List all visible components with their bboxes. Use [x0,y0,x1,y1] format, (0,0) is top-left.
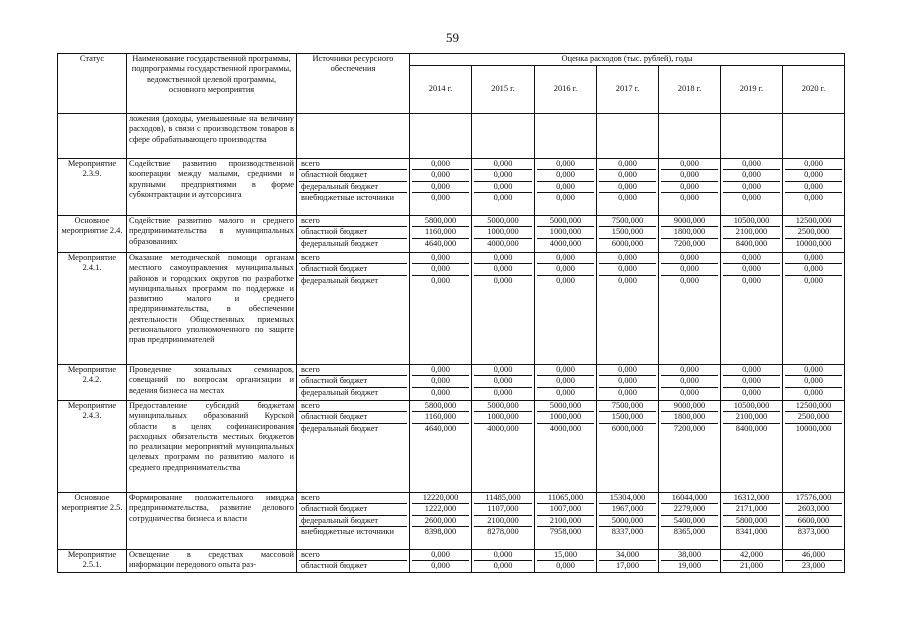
value-cell: 8365,000 [661,526,718,537]
value-cell: 23,000 [785,560,842,571]
source-label: федеральный бюджет [299,515,407,526]
value-cell: 0,000 [474,560,532,571]
value-cell: 1160,000 [412,411,469,422]
value-cell: 16312,000 [733,493,770,502]
value-cell: 4000,000 [474,423,532,434]
year-values-cell [535,216,597,253]
value-cell: 1800,000 [661,226,718,237]
year-values-cell [472,401,535,493]
value-cell: 0,000 [661,169,718,180]
value-cell: 0,000 [474,192,532,203]
value-cell: 0,000 [723,375,780,386]
year-values-cell [597,253,659,365]
row-name: Проведение зональных семинаров, совещаний по вопросам организации и ведения бизнеса на местах [127,365,297,401]
year-values-cell [535,550,597,573]
value-cell: 2100,000 [474,515,532,526]
value-cell: 0,000 [431,159,450,168]
value-cell: 0,000 [537,387,594,398]
header-estimate: Оценка расходов (тыс. рублей), годы [410,54,845,66]
row-status: Мероприятие 2.3.9. [58,159,127,216]
value-cell: 8341,000 [723,526,780,537]
value-cell: 0,000 [680,365,699,374]
row-status: Мероприятие 2.5.1. [58,550,127,573]
value-cell: 0,000 [785,375,842,386]
source-label: областной бюджет [299,263,407,274]
year-values-cell [721,550,783,573]
value-cell: 0,000 [556,365,575,374]
value-cell: 5000,000 [487,216,519,225]
value-cell: 6000,000 [599,238,656,249]
value-cell: 0,000 [556,253,575,262]
value-cell: 1500,000 [599,226,656,237]
value-cell: 1967,000 [599,503,656,514]
year-values-cell [721,216,783,253]
row-sources [297,550,410,573]
year-values-cell [597,550,659,573]
value-cell: 7200,000 [661,238,718,249]
year-values-cell [535,365,597,401]
header-sources: Источники ресурсного обеспечения [297,54,410,114]
table-row [58,253,845,365]
value-cell: 0,000 [431,253,450,262]
value-cell: 4000,000 [537,238,594,249]
value-cell: 0,000 [556,159,575,168]
value-cell: 0,000 [431,365,450,374]
value-cell: 6000,000 [599,423,656,434]
source-label: областной бюджет [299,560,407,571]
year-values-cell [472,159,535,216]
year-values-cell [535,401,597,493]
value-cell: 4000,000 [474,238,532,249]
row-name: Освещение в средствах массовой информации передового опыта раз- [127,550,297,573]
value-cell: 5000,000 [599,515,656,526]
year-values-cell [410,401,472,493]
value-cell: 0,000 [599,275,656,286]
value-cell: 0,000 [537,275,594,286]
source-label: федеральный бюджет [299,275,407,286]
year-values-cell [783,493,845,550]
year-values-cell [659,365,721,401]
value-cell: 2500,000 [785,226,842,237]
value-cell: 0,000 [661,387,718,398]
value-cell: 10000,000 [785,423,842,434]
value-cell: 0,000 [412,560,469,571]
value-cell: 0,000 [412,181,469,192]
year-values-cell [410,493,472,550]
row-status: Мероприятие 2.4.1. [58,253,127,365]
header-year-2016: 2016 г. [535,66,597,114]
value-cell: 11065,000 [547,493,584,502]
source-label: внебюджетные источники [299,192,407,203]
value-cell: 0,000 [661,275,718,286]
value-cell: 0,000 [723,275,780,286]
year-values-cell [410,216,472,253]
row-name: Предоставление субсидий бюджетам муниципальных образований Курской области в целях софинансирования расходных обязательств местных бюджетов по реализации мероприятий муниципальных целевых программ по развитию малого и среднего предпринимательства [127,401,297,493]
row-sources [297,159,410,216]
year-values-cell [659,114,721,159]
value-cell: 2100,000 [723,411,780,422]
value-cell: 0,000 [785,263,842,274]
value-cell: 0,000 [537,375,594,386]
value-cell: 1107,000 [474,503,532,514]
year-values-cell [783,159,845,216]
source-label: федеральный бюджет [299,238,407,249]
row-name: ложения (доходы, уменьшенные на величину расходов), в связи с производством товаров в сфере обрабатывающего производства [127,114,297,159]
year-values-cell [410,253,472,365]
value-cell: 1007,000 [537,503,594,514]
header-year-2018: 2018 г. [659,66,721,114]
year-values-cell [472,114,535,159]
value-cell: 16044,000 [671,493,708,502]
value-cell: 8400,000 [723,423,780,434]
row-status: Основное мероприятие 2.4. [58,216,127,253]
year-values-cell [597,365,659,401]
table-row [58,114,845,159]
value-cell: 5400,000 [661,515,718,526]
value-cell: 8398,000 [412,526,469,537]
value-cell: 0,000 [412,192,469,203]
year-values-cell [659,493,721,550]
value-cell: 0,000 [474,169,532,180]
source-label: областной бюджет [299,503,407,514]
value-cell: 0,000 [680,253,699,262]
year-values-cell [783,401,845,493]
year-values-cell [535,253,597,365]
value-cell: 0,000 [431,550,450,559]
value-cell: 34,000 [615,550,640,559]
year-values-cell [535,159,597,216]
source-label: внебюджетные источники [299,526,407,537]
value-cell: 0,000 [599,263,656,274]
value-cell: 0,000 [661,375,718,386]
value-cell: 4640,000 [412,423,469,434]
row-sources [297,216,410,253]
header-year-2015: 2015 г. [472,66,535,114]
value-cell: 0,000 [723,169,780,180]
value-cell: 2100,000 [723,226,780,237]
value-cell: 0,000 [661,192,718,203]
value-cell: 2500,000 [785,411,842,422]
year-values-cell [410,159,472,216]
year-values-cell [472,253,535,365]
value-cell: 10500,000 [733,216,770,225]
year-values-cell [721,493,783,550]
value-cell: 5800,000 [424,216,457,225]
value-cell: 0,000 [493,550,513,559]
year-values-cell [597,216,659,253]
source-label: федеральный бюджет [299,387,407,398]
year-values-cell [597,493,659,550]
value-cell: 0,000 [537,169,594,180]
value-cell: 1800,000 [661,411,718,422]
value-cell: 1500,000 [599,411,656,422]
value-cell: 8373,000 [785,526,842,537]
table-row [58,550,845,573]
value-cell: 7958,000 [537,526,594,537]
year-values-cell [783,365,845,401]
year-values-cell [659,253,721,365]
row-status: Мероприятие 2.4.2. [58,365,127,401]
value-cell: 1160,000 [412,226,469,237]
value-cell: 12500,000 [795,401,832,410]
value-cell: 0,000 [493,159,513,168]
source-label: всего [301,550,320,559]
source-label: всего [301,493,320,502]
value-cell: 5000,000 [549,216,582,225]
value-cell: 0,000 [412,169,469,180]
table-row [58,401,845,493]
table-row [58,159,845,216]
value-cell: 46,000 [801,550,826,559]
value-cell: 12220,000 [422,493,459,502]
value-cell: 0,000 [680,159,699,168]
value-cell: 0,000 [412,275,469,286]
value-cell: 7500,000 [611,216,644,225]
year-values-cell [659,401,721,493]
value-cell: 17576,000 [795,493,832,502]
value-cell: 9000,000 [673,401,706,410]
value-cell: 6600,000 [785,515,842,526]
year-values-cell [472,216,535,253]
value-cell: 7500,000 [611,401,644,410]
value-cell: 2600,000 [412,515,469,526]
year-values-cell [472,493,535,550]
value-cell: 0,000 [474,275,532,286]
table-row [58,365,845,401]
value-cell: 7200,000 [661,423,718,434]
value-cell: 0,000 [537,181,594,192]
row-name: Содействие развитию малого и среднего предпринимательства в муниципальных образованиях [127,216,297,253]
value-cell: 0,000 [599,387,656,398]
year-values-cell [597,401,659,493]
value-cell: 2100,000 [537,515,594,526]
value-cell: 0,000 [742,159,761,168]
year-values-cell [472,365,535,401]
value-cell: 9000,000 [673,216,706,225]
value-cell: 0,000 [723,181,780,192]
value-cell: 0,000 [723,192,780,203]
header-year-2020: 2020 г. [783,66,845,114]
source-label: всего [301,365,320,374]
year-values-cell [659,550,721,573]
year-values-cell [721,253,783,365]
value-cell: 0,000 [661,263,718,274]
row-sources [297,493,410,550]
row-name: Формирование положительного имиджа предпринимательства, развитие делового сотрудничества бизнеса и власти [127,493,297,550]
year-values-cell [783,253,845,365]
value-cell: 0,000 [474,375,532,386]
value-cell: 19,000 [661,560,718,571]
value-cell: 0,000 [599,169,656,180]
year-values-cell [535,493,597,550]
value-cell: 0,000 [618,365,637,374]
source-label: федеральный бюджет [299,423,407,434]
header-name: Наименование государственной программы, подпрограммы государственной программы, ведомственной целевой программы, основного мероприятия [127,54,297,114]
value-cell: 0,000 [537,263,594,274]
value-cell: 0,000 [474,181,532,192]
value-cell: 11485,000 [485,493,521,502]
value-cell: 5800,000 [424,401,457,410]
table-row [58,216,845,253]
year-values-cell [535,114,597,159]
value-cell: 0,000 [804,159,823,168]
value-cell: 10000,000 [785,238,842,249]
source-label: федеральный бюджет [299,181,407,192]
source-label: всего [301,216,320,225]
value-cell: 0,000 [599,192,656,203]
value-cell: 0,000 [804,253,823,262]
row-status [58,114,127,159]
value-cell: 5000,000 [549,401,582,410]
year-values-cell [597,114,659,159]
expenditure-table [57,53,845,573]
source-label: всего [301,401,320,410]
header-year-2019: 2019 г. [721,66,783,114]
value-cell: 2171,000 [723,503,780,514]
year-values-cell [597,159,659,216]
value-cell: 42,000 [739,550,764,559]
value-cell: 2279,000 [661,503,718,514]
row-status: Мероприятие 2.4.3. [58,401,127,493]
value-cell: 1000,000 [537,411,594,422]
value-cell: 0,000 [742,365,761,374]
row-sources [297,253,410,365]
value-cell: 1000,000 [537,226,594,237]
value-cell: 0,000 [804,365,823,374]
row-name: Оказание методической помощи органам местного самоуправления муниципальных районов и городских округов по разработке муниципальных программ по поддержке и развитию малого и среднего предпринимательства, в обеспечении деятельности Общественных приемных регионального уполномоченного по защите прав предпринимателей [127,253,297,365]
value-cell: 12500,000 [795,216,832,225]
value-cell: 0,000 [537,560,594,571]
value-cell: 0,000 [742,253,761,262]
source-label: областной бюджет [299,411,407,422]
source-label: всего [301,159,320,168]
year-values-cell [721,401,783,493]
value-cell: 0,000 [474,387,532,398]
value-cell: 4640,000 [412,238,469,249]
value-cell: 0,000 [599,375,656,386]
value-cell: 0,000 [412,263,469,274]
value-cell: 1000,000 [474,411,532,422]
value-cell: 0,000 [412,387,469,398]
year-values-cell [721,365,783,401]
row-sources [297,401,410,493]
value-cell: 2603,000 [785,503,842,514]
value-cell: 5800,000 [723,515,780,526]
value-cell: 0,000 [599,181,656,192]
source-label: всего [301,253,320,262]
year-values-cell [783,550,845,573]
value-cell: 0,000 [537,192,594,203]
header-year-2014: 2014 г. [410,66,472,114]
value-cell: 15304,000 [609,493,646,502]
value-cell: 0,000 [412,375,469,386]
value-cell: 4000,000 [537,423,594,434]
value-cell: 0,000 [785,192,842,203]
value-cell: 38,000 [677,550,702,559]
value-cell: 8337,000 [599,526,656,537]
year-values-cell [721,114,783,159]
table-row [58,493,845,550]
value-cell: 0,000 [785,169,842,180]
year-values-cell [472,550,535,573]
value-cell: 0,000 [661,181,718,192]
value-cell: 0,000 [785,181,842,192]
value-cell: 15,000 [553,550,578,559]
row-sources [297,114,410,159]
year-values-cell [659,159,721,216]
source-label: областной бюджет [299,226,407,237]
value-cell: 21,000 [723,560,780,571]
value-cell: 0,000 [723,387,780,398]
year-values-cell [410,114,472,159]
page-number: 59 [446,30,459,45]
value-cell: 0,000 [474,263,532,274]
row-status: Основное мероприятие 2.5. [58,493,127,550]
value-cell: 8400,000 [723,238,780,249]
value-cell: 0,000 [618,159,637,168]
table-body [58,114,845,573]
value-cell: 0,000 [618,253,637,262]
source-label: областной бюджет [299,375,407,386]
value-cell: 0,000 [493,253,513,262]
value-cell: 0,000 [723,263,780,274]
value-cell: 0,000 [785,387,842,398]
row-name: Содействие развитию производственной кооперации между малыми, средними и крупными предприятиями в форме субконтрактации и аутсорсинга [127,159,297,216]
value-cell: 1000,000 [474,226,532,237]
value-cell: 1222,000 [412,503,469,514]
value-cell: 0,000 [785,275,842,286]
header-year-2017: 2017 г. [597,66,659,114]
year-values-cell [410,365,472,401]
value-cell: 10500,000 [733,401,770,410]
year-values-cell [721,159,783,216]
year-values-cell [659,216,721,253]
value-cell: 5000,000 [487,401,519,410]
source-label: областной бюджет [299,169,407,180]
header-status: Статус [58,54,127,114]
row-sources [297,365,410,401]
value-cell: 0,000 [493,365,513,374]
value-cell: 8278,000 [474,526,532,537]
year-values-cell [410,550,472,573]
year-values-cell [783,114,845,159]
value-cell: 17,000 [599,560,656,571]
year-values-cell [783,216,845,253]
